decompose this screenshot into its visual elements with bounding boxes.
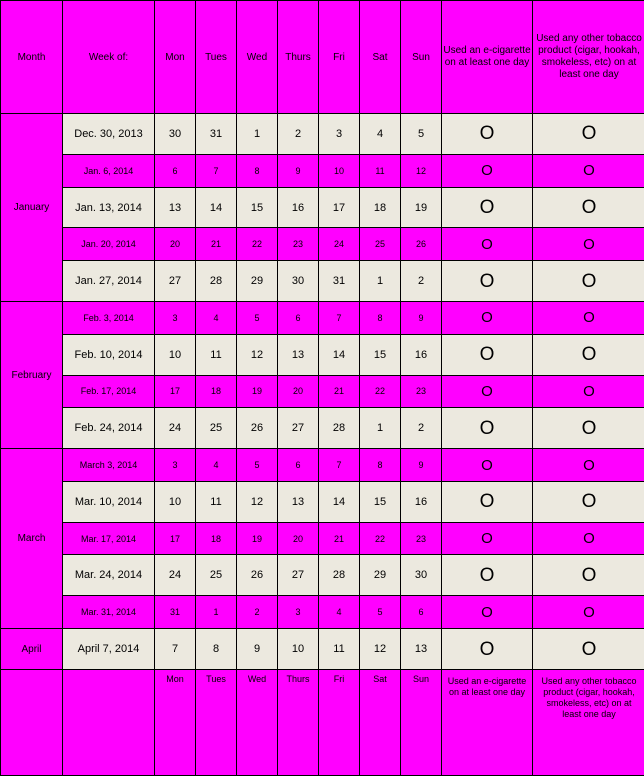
day-cell[interactable]: 5 — [237, 302, 278, 335]
day-cell[interactable]: 30 — [401, 555, 442, 596]
day-cell[interactable]: 21 — [196, 228, 237, 261]
week-of-cell: Dec. 30, 2013 — [63, 114, 155, 155]
day-cell[interactable]: 3 — [319, 114, 360, 155]
day-cell[interactable]: 5 — [401, 114, 442, 155]
day-cell[interactable]: 18 — [196, 375, 237, 408]
footer-day-tues: Tues — [196, 670, 237, 776]
week-of-cell: Jan. 13, 2014 — [63, 187, 155, 228]
week-of-cell: Feb. 10, 2014 — [63, 334, 155, 375]
day-cell[interactable]: 10 — [155, 334, 196, 375]
used-ecigarette-marker[interactable]: O — [442, 228, 533, 261]
used-other-tobacco-marker[interactable]: O — [533, 302, 644, 335]
week-of-cell: Jan. 27, 2014 — [63, 261, 155, 302]
table-row — [1, 228, 644, 261]
week-of-cell: Mar. 31, 2014 — [63, 596, 155, 629]
used-other-tobacco-marker[interactable]: O — [533, 187, 644, 228]
used-other-tobacco-marker[interactable]: O — [533, 629, 644, 670]
used-other-tobacco-marker[interactable]: O — [533, 596, 644, 629]
day-cell[interactable]: 4 — [196, 449, 237, 482]
used-ecigarette-marker[interactable]: O — [442, 187, 533, 228]
day-cell[interactable]: 10 — [278, 629, 319, 670]
day-cell[interactable]: 11 — [196, 334, 237, 375]
day-cell[interactable]: 28 — [196, 261, 237, 302]
used-ecigarette-marker[interactable]: O — [442, 114, 533, 155]
week-of-cell: Feb. 3, 2014 — [63, 302, 155, 335]
day-cell[interactable]: 7 — [319, 449, 360, 482]
day-cell[interactable]: 24 — [155, 555, 196, 596]
table-row — [1, 334, 644, 375]
day-cell[interactable]: 11 — [196, 481, 237, 522]
footer-used-other-tobacco: Used any other tobacco product (cigar, hookah, smokeless, etc) on at least one day — [533, 670, 644, 776]
day-cell[interactable]: 4 — [360, 114, 401, 155]
week-of-cell: April 7, 2014 — [63, 629, 155, 670]
day-cell[interactable]: 7 — [196, 154, 237, 187]
used-ecigarette-marker[interactable]: O — [442, 261, 533, 302]
week-of-cell: Jan. 6, 2014 — [63, 154, 155, 187]
day-cell[interactable]: 19 — [237, 375, 278, 408]
week-of-cell: March 3, 2014 — [63, 449, 155, 482]
day-cell[interactable]: 9 — [401, 449, 442, 482]
used-other-tobacco-marker[interactable]: O — [533, 334, 644, 375]
day-cell[interactable]: 9 — [401, 302, 442, 335]
used-ecigarette-marker[interactable]: O — [442, 629, 533, 670]
day-cell[interactable]: 11 — [360, 154, 401, 187]
day-cell[interactable]: 22 — [360, 375, 401, 408]
day-cell[interactable]: 7 — [319, 302, 360, 335]
day-cell[interactable]: 20 — [278, 522, 319, 555]
day-cell[interactable]: 27 — [278, 408, 319, 449]
day-cell[interactable]: 12 — [360, 629, 401, 670]
day-cell[interactable]: 5 — [237, 449, 278, 482]
day-cell[interactable]: 11 — [319, 629, 360, 670]
table-row — [1, 481, 644, 522]
used-other-tobacco-marker[interactable]: O — [533, 408, 644, 449]
table-row — [1, 375, 644, 408]
used-other-tobacco-marker[interactable]: O — [533, 481, 644, 522]
day-cell[interactable]: 30 — [155, 114, 196, 155]
day-cell[interactable]: 15 — [360, 334, 401, 375]
used-other-tobacco-marker[interactable]: O — [533, 522, 644, 555]
day-cell[interactable]: 25 — [196, 555, 237, 596]
used-other-tobacco-marker[interactable]: O — [533, 261, 644, 302]
header-week-of: Week of: — [63, 1, 155, 114]
day-cell[interactable]: 21 — [319, 522, 360, 555]
day-cell[interactable]: 14 — [319, 334, 360, 375]
used-ecigarette-marker[interactable]: O — [442, 154, 533, 187]
table-row — [1, 629, 644, 670]
day-cell[interactable]: 13 — [278, 334, 319, 375]
day-cell[interactable]: 8 — [196, 629, 237, 670]
day-cell[interactable]: 2 — [401, 408, 442, 449]
month-label-february: February — [1, 302, 63, 449]
header-day-tues: Tues — [196, 1, 237, 114]
day-cell[interactable]: 14 — [196, 187, 237, 228]
day-cell[interactable]: 22 — [360, 522, 401, 555]
day-cell[interactable]: 23 — [401, 522, 442, 555]
footer-month-blank — [1, 670, 63, 776]
day-cell[interactable]: 3 — [155, 449, 196, 482]
table-header-row — [1, 1, 644, 114]
used-ecigarette-marker[interactable]: O — [442, 522, 533, 555]
footer-day-mon: Mon — [155, 670, 196, 776]
day-cell[interactable]: 17 — [155, 375, 196, 408]
day-cell[interactable]: 5 — [360, 596, 401, 629]
day-cell[interactable]: 13 — [155, 187, 196, 228]
day-cell[interactable]: 28 — [319, 408, 360, 449]
week-of-cell: Jan. 20, 2014 — [63, 228, 155, 261]
table-row — [1, 555, 644, 596]
day-cell[interactable]: 2 — [401, 261, 442, 302]
day-cell[interactable]: 7 — [155, 629, 196, 670]
day-cell[interactable]: 9 — [237, 629, 278, 670]
day-cell[interactable]: 18 — [196, 522, 237, 555]
day-cell[interactable]: 6 — [401, 596, 442, 629]
day-cell[interactable]: 31 — [155, 596, 196, 629]
header-day-sun: Sun — [401, 1, 442, 114]
header-day-fri: Fri — [319, 1, 360, 114]
day-cell[interactable]: 13 — [401, 629, 442, 670]
day-cell[interactable]: 12 — [401, 154, 442, 187]
used-ecigarette-marker[interactable]: O — [442, 302, 533, 335]
day-cell[interactable]: 2 — [237, 596, 278, 629]
used-ecigarette-marker[interactable]: O — [442, 334, 533, 375]
table-row — [1, 522, 644, 555]
day-cell[interactable]: 2 — [278, 114, 319, 155]
day-cell[interactable]: 6 — [155, 154, 196, 187]
day-cell[interactable]: 25 — [196, 408, 237, 449]
week-of-cell: Feb. 24, 2014 — [63, 408, 155, 449]
day-cell[interactable]: 26 — [401, 228, 442, 261]
day-cell[interactable]: 16 — [401, 334, 442, 375]
used-other-tobacco-marker[interactable]: O — [533, 228, 644, 261]
used-other-tobacco-marker[interactable]: O — [533, 154, 644, 187]
footer-used-ecigarette: Used an e-cigarette on at least one day — [442, 670, 533, 776]
day-cell[interactable]: 30 — [278, 261, 319, 302]
table-row — [1, 154, 644, 187]
header-used-other-tobacco: Used any other tobacco product (cigar, hookah, smokeless, etc) on at least one day — [533, 1, 644, 114]
used-ecigarette-marker[interactable]: O — [442, 408, 533, 449]
day-cell[interactable]: 8 — [360, 302, 401, 335]
day-cell[interactable]: 6 — [278, 302, 319, 335]
day-cell[interactable]: 20 — [155, 228, 196, 261]
day-cell[interactable]: 28 — [319, 555, 360, 596]
month-label-january: January — [1, 114, 63, 302]
day-cell[interactable]: 22 — [237, 228, 278, 261]
day-cell[interactable]: 4 — [196, 302, 237, 335]
table-row — [1, 114, 644, 155]
month-label-march: March — [1, 449, 63, 629]
day-cell[interactable]: 9 — [278, 154, 319, 187]
day-cell[interactable]: 27 — [278, 555, 319, 596]
day-cell[interactable]: 14 — [319, 481, 360, 522]
day-cell[interactable]: 31 — [319, 261, 360, 302]
footer-day-fri: Fri — [319, 670, 360, 776]
day-cell[interactable]: 15 — [237, 187, 278, 228]
day-cell[interactable]: 10 — [319, 154, 360, 187]
header-used-ecigarette: Used an e-cigarette on at least one day — [442, 1, 533, 114]
day-cell[interactable]: 1 — [196, 596, 237, 629]
day-cell[interactable]: 15 — [360, 481, 401, 522]
header-day-thurs: Thurs — [278, 1, 319, 114]
day-cell[interactable]: 23 — [401, 375, 442, 408]
header-day-sat: Sat — [360, 1, 401, 114]
day-cell[interactable]: 16 — [278, 187, 319, 228]
used-ecigarette-marker[interactable]: O — [442, 481, 533, 522]
table-row — [1, 449, 644, 482]
week-of-cell: Mar. 10, 2014 — [63, 481, 155, 522]
table-row — [1, 261, 644, 302]
table-footer-row — [1, 670, 644, 776]
day-cell[interactable]: 19 — [237, 522, 278, 555]
day-cell[interactable]: 29 — [237, 261, 278, 302]
used-other-tobacco-marker[interactable]: O — [533, 114, 644, 155]
month-label-april: April — [1, 629, 63, 670]
day-cell[interactable]: 24 — [155, 408, 196, 449]
day-cell[interactable]: 12 — [237, 481, 278, 522]
used-other-tobacco-marker[interactable]: O — [533, 449, 644, 482]
day-cell[interactable]: 13 — [278, 481, 319, 522]
used-ecigarette-marker[interactable]: O — [442, 375, 533, 408]
day-cell[interactable]: 6 — [278, 449, 319, 482]
used-ecigarette-marker[interactable]: O — [442, 596, 533, 629]
day-cell[interactable]: 17 — [155, 522, 196, 555]
day-cell[interactable]: 16 — [401, 481, 442, 522]
table-row — [1, 302, 644, 335]
day-cell[interactable]: 8 — [360, 449, 401, 482]
day-cell[interactable]: 1 — [360, 261, 401, 302]
day-cell[interactable]: 17 — [319, 187, 360, 228]
day-cell[interactable]: 23 — [278, 228, 319, 261]
footer-day-thurs: Thurs — [278, 670, 319, 776]
day-cell[interactable]: 1 — [360, 408, 401, 449]
day-cell[interactable]: 25 — [360, 228, 401, 261]
day-cell[interactable]: 27 — [155, 261, 196, 302]
day-cell[interactable]: 4 — [319, 596, 360, 629]
week-of-cell: Mar. 17, 2014 — [63, 522, 155, 555]
table-row — [1, 596, 644, 629]
day-cell[interactable]: 29 — [360, 555, 401, 596]
table-row — [1, 187, 644, 228]
header-month: Month — [1, 1, 63, 114]
table-row — [1, 408, 644, 449]
day-cell[interactable]: 24 — [319, 228, 360, 261]
day-cell[interactable]: 19 — [401, 187, 442, 228]
day-cell[interactable]: 3 — [278, 596, 319, 629]
day-cell[interactable]: 26 — [237, 555, 278, 596]
day-cell[interactable]: 10 — [155, 481, 196, 522]
day-cell[interactable]: 20 — [278, 375, 319, 408]
header-day-wed: Wed — [237, 1, 278, 114]
used-ecigarette-marker[interactable]: O — [442, 555, 533, 596]
day-cell[interactable]: 8 — [237, 154, 278, 187]
footer-day-sun: Sun — [401, 670, 442, 776]
week-of-cell: Mar. 24, 2014 — [63, 555, 155, 596]
footer-week-of-blank — [63, 670, 155, 776]
header-day-mon: Mon — [155, 1, 196, 114]
used-other-tobacco-marker[interactable]: O — [533, 375, 644, 408]
day-cell[interactable]: 21 — [319, 375, 360, 408]
day-cell[interactable]: 12 — [237, 334, 278, 375]
day-cell[interactable]: 3 — [155, 302, 196, 335]
footer-day-sat: Sat — [360, 670, 401, 776]
day-cell[interactable]: 26 — [237, 408, 278, 449]
day-cell[interactable]: 18 — [360, 187, 401, 228]
used-other-tobacco-marker[interactable]: O — [533, 555, 644, 596]
week-of-cell: Feb. 17, 2014 — [63, 375, 155, 408]
day-cell[interactable]: 1 — [237, 114, 278, 155]
used-ecigarette-marker[interactable]: O — [442, 449, 533, 482]
footer-day-wed: Wed — [237, 670, 278, 776]
day-cell[interactable]: 31 — [196, 114, 237, 155]
